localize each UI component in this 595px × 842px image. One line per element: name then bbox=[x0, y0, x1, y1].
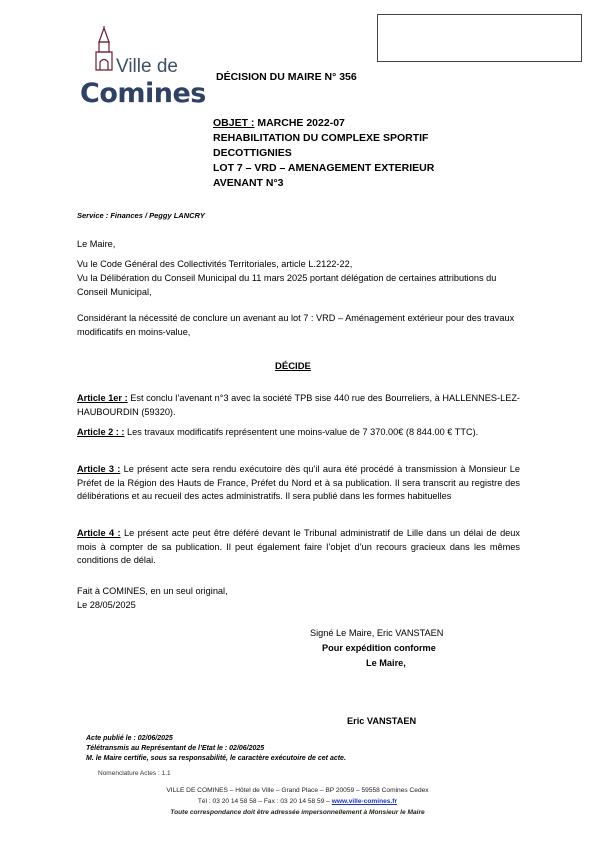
certification: M. le Maire certifie, sous sa responsabilité, le caractère exécutoire de cet acte. bbox=[86, 755, 346, 762]
signatory-name: Eric VANSTAEN bbox=[347, 716, 417, 726]
article-2-text: Les travaux modificatifs représentent une moins-value de 7 370.00€ (8 844.00 € TTC). bbox=[124, 427, 479, 437]
decide-heading: DÉCIDE bbox=[275, 361, 311, 372]
footer-address: VILLE DE COMINES – Hôtel de Ville – Grand Place – BP 20059 – 59558 Comines Cedex bbox=[166, 787, 429, 794]
acte-publie: Acte publié le : 02/06/2025 bbox=[86, 735, 173, 742]
article-4-label: Article 4 : bbox=[77, 528, 121, 538]
objet-line-3: DECOTTIGNIES bbox=[213, 147, 292, 159]
footer-phone: Tél : 03 20 14 58 58 – Fax : 03 20 14 58 59 – bbox=[197, 798, 332, 805]
le-maire-intro: Le Maire, bbox=[77, 239, 116, 249]
service-line: Service : Finances / Peggy LANCRY bbox=[77, 211, 205, 220]
article-4-text: Le présent acte peut être déféré devant le Tribunal administratif de Lille dans un délai de deux mois à compter de sa publication. Il peut également faire l’objet d’un recours gracieux dans les mêmes conditions de délai. bbox=[77, 528, 520, 565]
stamp-box bbox=[377, 14, 582, 62]
article-2 bbox=[77, 426, 520, 440]
fait-a: Fait à COMINES, en un seul original, bbox=[77, 586, 228, 596]
website-link[interactable]: www.ville-comines.fr bbox=[331, 798, 398, 805]
logo-text-comines: Comines bbox=[80, 78, 206, 109]
signed-line: Signé Le Maire, Eric VANSTAEN bbox=[310, 628, 444, 638]
decision-title: DÉCISION DU MAIRE N° 356 bbox=[216, 71, 357, 83]
footer-contact bbox=[0, 797, 595, 807]
objet-line-1: MARCHE 2022-07 bbox=[257, 117, 345, 129]
article-1 bbox=[77, 392, 520, 419]
logo bbox=[76, 26, 206, 110]
vu-code: Vu le Code Général des Collectivités Territoriales, article L.2122-22, bbox=[77, 259, 353, 269]
expedition-line: Pour expédition conforme bbox=[322, 643, 436, 653]
objet-block bbox=[213, 116, 434, 191]
nomenclature: Nomenclature Actes : 1.1 bbox=[98, 770, 171, 777]
teletransmis: Télétransmis au Représentant de l’Etat le : 02/06/2025 bbox=[86, 745, 265, 752]
objet-line-4: LOT 7 – VRD – AMENAGEMENT EXTERIEUR bbox=[213, 162, 435, 174]
signature-le-maire: Le Maire, bbox=[366, 658, 406, 668]
objet-line-2: REHABILITATION DU COMPLEXE SPORTIF bbox=[213, 132, 429, 144]
article-1-label: Article 1er : bbox=[77, 393, 128, 403]
article-1-text: Est conclu l’avenant n°3 avec la société TPB sise 440 rue des Bourreliers, à HALLENNES-LEZ-HAUBOURDIN (59320). bbox=[77, 393, 520, 417]
article-3 bbox=[77, 463, 520, 504]
article-3-text: Le présent acte sera rendu exécutoire dès qu’il aura été procédé à transmission à Monsieur Le Préfet de la Région des Hauts de France, Préfet du Nord et à sa publication. Il sera transcrit au registre des délibérations et au recueil des actes administratifs. Il sera publié dans les formes habituelles bbox=[77, 464, 520, 501]
logo-text-ville: Ville de bbox=[116, 56, 178, 77]
objet-label: OBJET : bbox=[213, 117, 255, 129]
considerant: Considérant la nécessité de conclure un avenant au lot 7 : VRD – Aménagement extérieur pour des travaux modificatifs en moins-value, bbox=[77, 313, 515, 337]
footer-notice: Toute correspondance doit être adressée impersonnellement à Monsieur le Maire bbox=[170, 809, 425, 816]
article-3-label: Article 3 : bbox=[77, 464, 121, 474]
article-4 bbox=[77, 527, 520, 568]
article-2-label: Article 2 : : bbox=[77, 427, 125, 437]
objet-line-5: AVENANT N°3 bbox=[213, 177, 284, 189]
date-line: Le 28/05/2025 bbox=[77, 600, 136, 610]
vu-deliberation: Vu la Délibération du Conseil Municipal du 11 mars 2025 portant délégation de certaines attributions du Conseil Municipal, bbox=[77, 273, 497, 297]
